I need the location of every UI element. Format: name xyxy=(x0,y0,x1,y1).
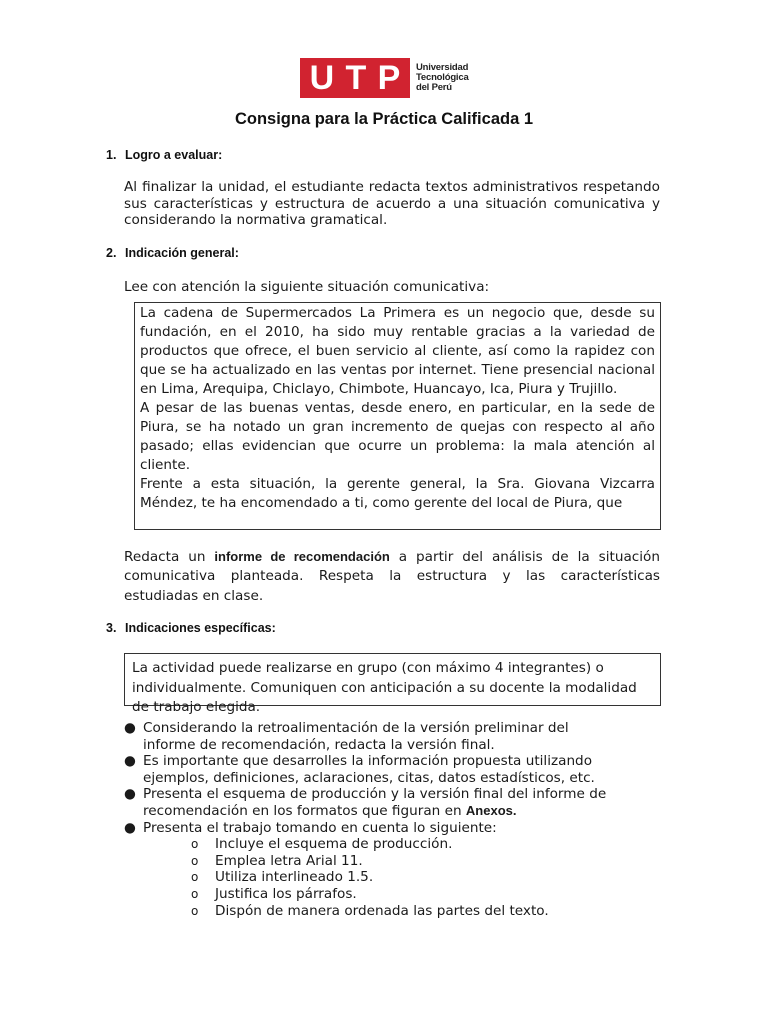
section-3-heading xyxy=(106,621,276,635)
section-1-text: Al finalizar la unidad, el estudiante redacta textos administrativos respetando sus características y estructura de acuerdo a una situación comunicativa y considerando la normativa gramatical. xyxy=(124,179,660,228)
circle-bullet-icon: o xyxy=(191,870,199,885)
circle-bullet-icon: o xyxy=(191,903,199,918)
logo-mark xyxy=(300,58,410,98)
task-text xyxy=(124,547,660,606)
list-item xyxy=(124,720,624,753)
logo-text-line-2: Tecnológica xyxy=(416,72,469,83)
section-3-title: Indicaciones específicas: xyxy=(125,621,276,635)
bullet-icon: ● xyxy=(124,720,136,736)
bullet-icon: ● xyxy=(124,786,136,803)
circle-bullet-icon: o xyxy=(191,837,199,852)
bullet-icon: ● xyxy=(124,819,136,836)
sub-list-item-text: Incluye el esquema de producción. xyxy=(215,836,453,853)
list-item xyxy=(124,786,624,819)
situation-paragraph-2: A pesar de las buenas ventas, desde enero, en particular, en la sede de Piura, se ha notado un gran incremento de quejas con respecto al año pasado; ellas evidencian que ocurre un problema: la mala atención al cliente. xyxy=(140,400,655,473)
section-1-number: 1. xyxy=(106,148,117,162)
modality-box xyxy=(124,653,661,715)
list-item xyxy=(124,753,624,786)
sub-list-item xyxy=(124,886,624,903)
list-item xyxy=(124,820,624,837)
sub-list-item xyxy=(124,853,624,870)
logo-text-line-3: del Perú xyxy=(416,82,452,93)
list-item-text: Considerando la retroalimentación de la versión preliminar del informe de recomendación, redacta la versión final. xyxy=(143,720,569,753)
situation-paragraph-1: La cadena de Supermercados La Primera es un negocio que, desde su fundación, en el 2010, ha sido muy rentable gracias a la variedad de productos que ofrece, el buen servicio al cliente, así como la rapidez con que se ha actualizado en las ventas por internet. Tiene presencial nacional en Lima, Arequipa, Chiclayo, Chimbote, Huancayo, Ica, Piura y Trujillo. xyxy=(140,305,655,397)
modality-text: La actividad puede realizarse en grupo (con máximo 4 integrantes) o individualmente. Comuniquen con anticipación a su docente la modalidad de trabajo elegida. xyxy=(132,660,637,715)
sub-list-item-text: Emplea letra Arial 11. xyxy=(215,852,363,869)
task-text-before: Redacta un xyxy=(124,549,215,565)
sub-list-item-text: Justifica los párrafos. xyxy=(215,885,357,902)
utp-logo xyxy=(300,58,469,98)
list-item-text: Es importante que desarrolles la información propuesta utilizando ejemplos, definiciones, aclaraciones, citas, datos estadísticos, etc. xyxy=(143,753,595,786)
section-2-title: Indicación general: xyxy=(125,246,239,260)
annexes-label: Anexos. xyxy=(465,802,517,818)
section-3-number: 3. xyxy=(106,621,117,635)
list-item-text: Presenta el esquema de producción y la versión final del informe de recomendación en los formatos que figuran en xyxy=(143,786,607,819)
list-item-text: Presenta el trabajo tomando en cuenta lo siguiente: xyxy=(143,819,497,836)
task-text-bold: informe de recomendación xyxy=(214,549,390,564)
section-2-number: 2. xyxy=(106,246,117,260)
section-2-intro: Lee con atención la siguiente situación comunicativa: xyxy=(124,279,490,295)
sub-list-item-text: Utiliza interlineado 1.5. xyxy=(215,869,374,886)
section-1-title: Logro a evaluar: xyxy=(125,148,223,162)
situation-paragraph-3: Frente a esta situación, la gerente general, la Sra. Giovana Vizcarra Méndez, te ha encomendado a ti, como gerente del local de Piura, que xyxy=(140,476,655,511)
circle-bullet-icon: o xyxy=(191,853,199,868)
page-title: Consigna para la Práctica Calificada 1 xyxy=(234,110,534,128)
logo-letter-p: P xyxy=(377,59,401,97)
logo-letter-t: T xyxy=(345,59,367,97)
section-1-heading xyxy=(106,148,222,162)
logo-wordmark xyxy=(416,63,469,93)
sub-list-item-text: Dispón de manera ordenada las partes del texto. xyxy=(215,902,549,919)
sub-list-item xyxy=(124,869,624,886)
situation-box xyxy=(134,302,661,530)
section-2-heading xyxy=(106,246,239,260)
bullet-icon: ● xyxy=(124,753,136,770)
circle-bullet-icon: o xyxy=(191,886,199,901)
logo-letter-u: U xyxy=(309,59,335,97)
sub-list-item xyxy=(124,903,624,920)
logo-text-line-1: Universidad xyxy=(416,62,469,73)
sub-list-item xyxy=(124,836,624,853)
instructions-list xyxy=(124,720,624,919)
task-text-after: a partir del análisis de la situación comunicativa planteada. Respeta la estructura y las características estudiadas en clase. xyxy=(124,549,660,604)
